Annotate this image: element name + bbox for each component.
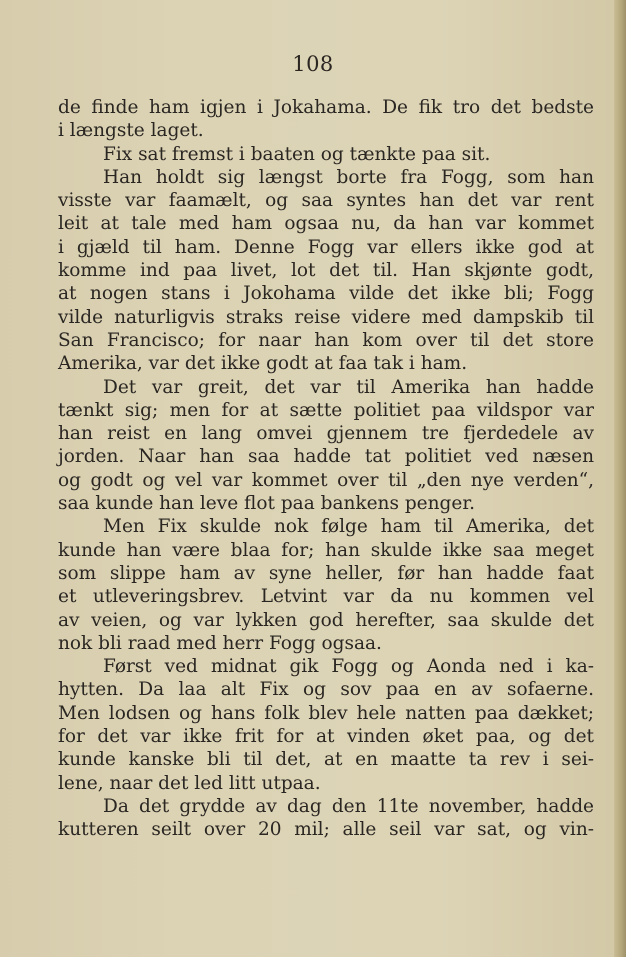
text-line: i længste laget. <box>58 120 204 142</box>
text-line: Han holdt sig længst borte fra Fogg, som han <box>103 166 594 188</box>
text-line: og godt og vel var kommet over til „den nye verden“, <box>58 469 594 491</box>
text-line: leit at tale med ham ogsaa nu, da han var kommet <box>58 213 594 235</box>
page-number: 108 <box>292 52 334 76</box>
text-line: komme ind paa livet, lot det til. Han skjønte godt, <box>58 260 594 282</box>
text-line: at nogen stans i Jokohama vilde det ikke bli; Fogg <box>58 283 594 305</box>
page-edge <box>614 0 626 957</box>
text-line: lene, naar det led litt utpaa. <box>58 772 321 794</box>
text-line: av veien, og var lykken god herefter, saa skulde det <box>58 609 594 631</box>
body-text <box>58 96 594 842</box>
text-line: tænkt sig; men for at sætte politiet paa vildspor var <box>58 399 594 421</box>
text-line: som slippe ham av syne heller, før han hadde faat <box>58 562 594 584</box>
text-line: saa kunde han leve flot paa bankens penger. <box>58 493 476 515</box>
text-line: Da det grydde av dag den 11te november, hadde <box>103 795 594 817</box>
text-line: jorden. Naar han saa hadde tat politiet ved næsen <box>58 446 594 468</box>
text-line: de finde ham igjen i Jokahama. De fik tro det bedste <box>58 97 594 118</box>
text-line: for det var ikke frit for at vinden øket paa, og det <box>58 726 594 748</box>
text-line: Først ved midnat gik Fogg og Aonda ned i ka- <box>103 656 594 678</box>
text-line: kutteren seilt over 20 mil; alle seil var sat, og vin- <box>58 819 594 841</box>
text-line: Men Fix skulde nok følge ham til Amerika, det <box>103 516 594 538</box>
text-line: visste var faamælt, og saa syntes han det var rent <box>58 190 594 212</box>
text-line: Amerika, var det ikke godt at faa tak i ham. <box>58 353 468 375</box>
text-line: kunde han være blaa for; han skulde ikke saa meget <box>58 539 594 561</box>
text-line: Men lodsen og hans folk blev hele natten paa dækket; <box>58 702 594 724</box>
text-line: vilde naturligvis straks reise videre med dampskib til <box>58 306 594 328</box>
text-line: Fix sat fremst i baaten og tænkte paa sit. <box>103 143 491 165</box>
text-line: nok bli raad med herr Fogg ogsaa. <box>58 632 382 654</box>
text-line: Det var greit, det var til Amerika han hadde <box>103 376 594 398</box>
text-line: et utleveringsbrev. Letvint var da nu kommen vel <box>58 586 594 608</box>
text-line: San Francisco; for naar han kom over til det store <box>58 329 594 351</box>
text-line: han reist en lang omvei gjennem tre fjerdedele av <box>58 423 594 445</box>
text-line: i gjæld til ham. Denne Fogg var ellers ikke god at <box>58 236 594 258</box>
text-line: kunde kanske bli til det, at en maatte ta rev i sei- <box>58 749 594 771</box>
text-line: hytten. Da laa alt Fix og sov paa en av sofaerne. <box>58 679 594 701</box>
